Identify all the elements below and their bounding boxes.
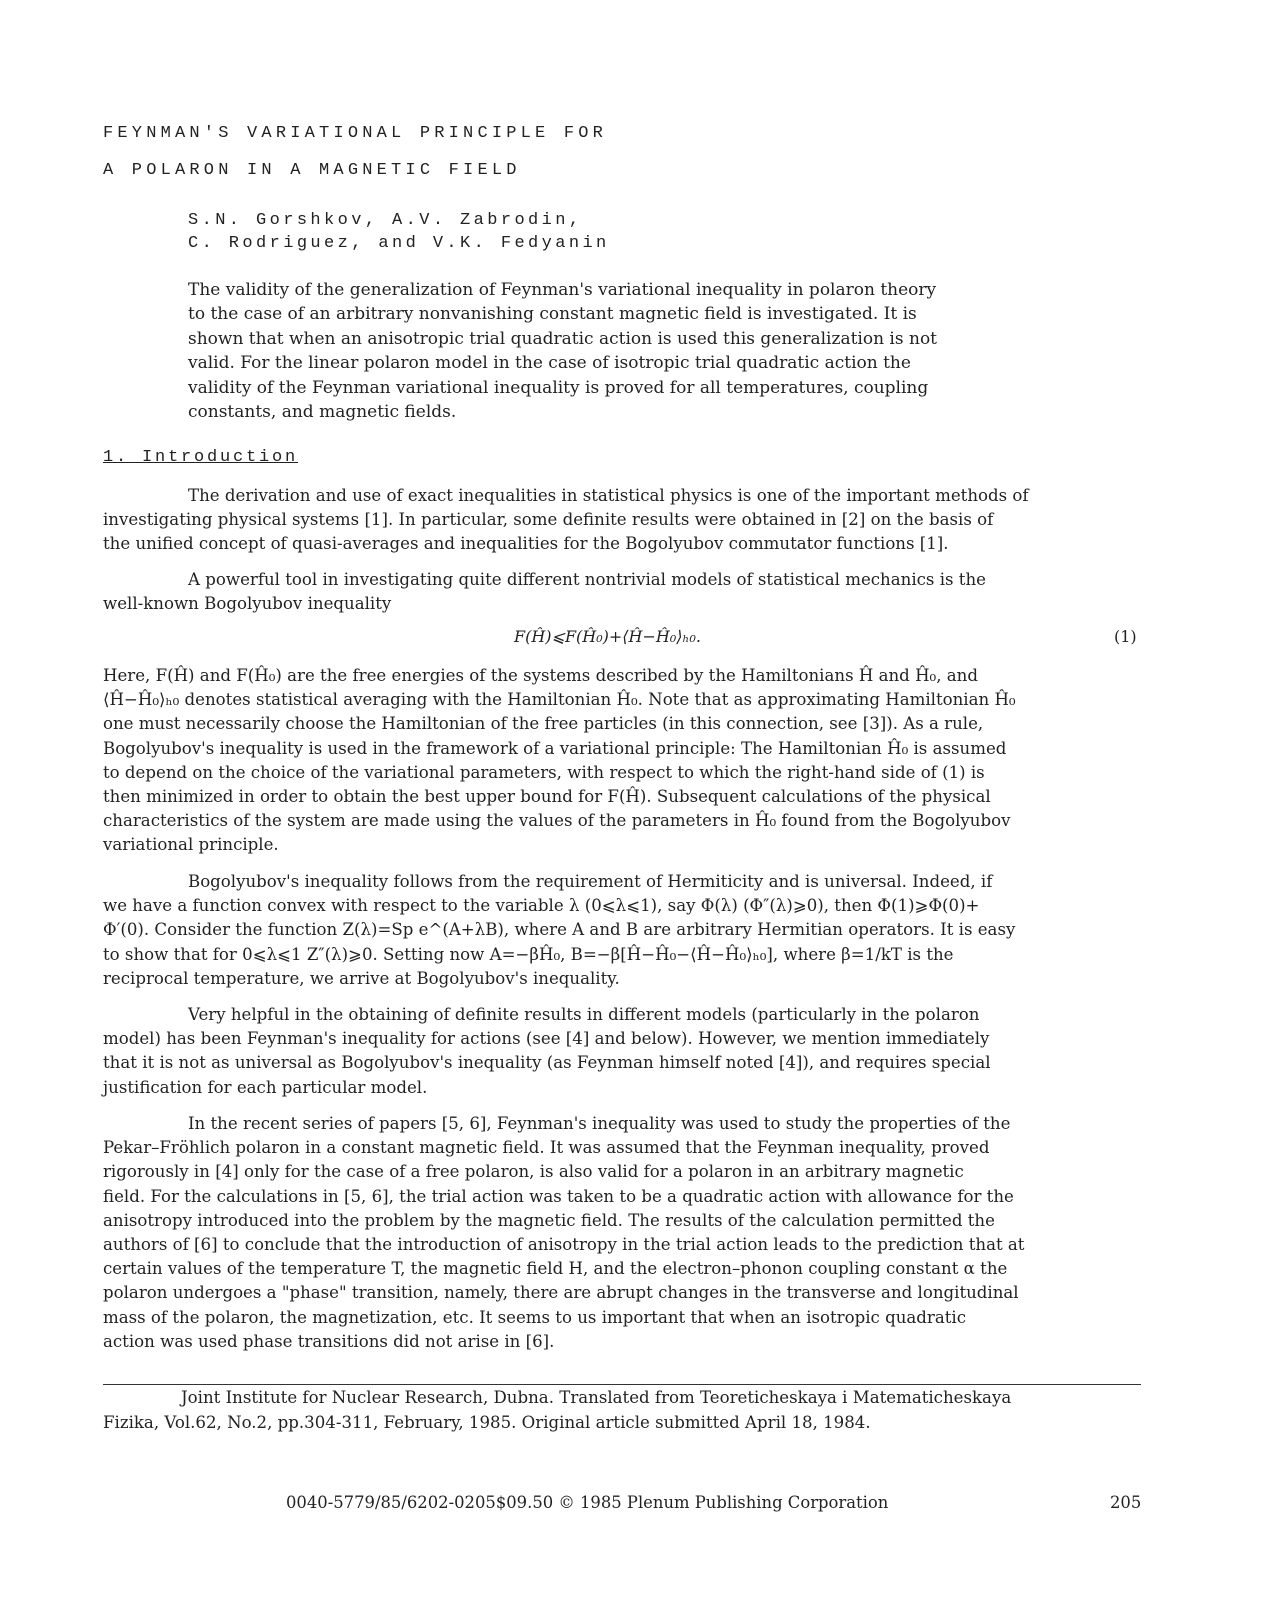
paragraph-line: investigating physical systems [1]. In particular, some definite results were obtained in [2] on the basis of (103, 510, 994, 530)
paragraph-2 (103, 568, 1125, 616)
paragraph-line: to depend on the choice of the variational parameters, with respect to which the right-hand side of (1) is (103, 762, 985, 782)
equation-1: F(Ĥ)⩽F(Ĥ₀)+⟨Ĥ−Ĥ₀⟩ₕ₀. (514, 627, 701, 646)
abstract-line: valid. For the linear polaron model in the case of isotropic trial quadratic action the (188, 353, 911, 374)
page-number: 205 (1110, 1493, 1142, 1512)
footnote-line: Fizika, Vol.62, No.2, pp.304-311, February, 1985. Original article submitted April 18, 1984. (103, 1412, 871, 1432)
paragraph-line: then minimized in order to obtain the best upper bound for F(Ĥ). Subsequent calculations of the physical (103, 787, 991, 807)
publisher-line: 0040-5779/85/6202-0205$09.50 © 1985 Plenum Publishing Corporation (286, 1493, 889, 1512)
paragraph-line: polaron undergoes a "phase" transition, namely, there are abrupt changes in the transverse and longitudinal (103, 1283, 1019, 1303)
paragraph-line: anisotropy introduced into the problem by the magnetic field. The results of the calculation permitted the (103, 1210, 995, 1230)
abstract (188, 278, 1018, 424)
paragraph-line: field. For the calculations in [5, 6], the trial action was taken to be a quadratic action with allowance for the (103, 1186, 1014, 1206)
paragraph-4 (103, 870, 1125, 991)
paragraph-line: A powerful tool in investigating quite different nontrivial models of statistical mechanics is the (188, 570, 986, 589)
paragraph-line: action was used phase transitions did not arise in [6]. (103, 1331, 555, 1351)
paragraph-3 (103, 664, 1125, 858)
abstract-line: constants, and magnetic fields. (188, 402, 457, 423)
paragraph-line: ⟨Ĥ−Ĥ₀⟩ₕ₀ denotes statistical averaging with the Hamiltonian Ĥ₀. Note that as approximating Hamiltonian Ĥ₀ (103, 690, 1016, 710)
abstract-line: The validity of the generalization of Feynman's variational inequality in polaron theory (188, 280, 937, 300)
paragraph-line: justification for each particular model. (103, 1077, 428, 1097)
paragraph-line: Bogolyubov's inequality is used in the framework of a variational principle: The Hamiltonian Ĥ₀ is assumed (103, 738, 1007, 758)
paragraph-line: to show that for 0⩽λ⩽1 Z″(λ)⩾0. Setting now A=−βĤ₀, B=−β[Ĥ−Ĥ₀−⟨Ĥ−Ĥ₀⟩ₕ₀], where β=1/kT is the (103, 944, 954, 964)
paragraph-line: reciprocal temperature, we arrive at Bogolyubov's inequality. (103, 968, 620, 988)
abstract-line: validity of the Feynman variational inequality is proved for all temperatures, coupling (188, 377, 929, 398)
paragraph-line: In the recent series of papers [5, 6], Feynman's inequality was used to study the properties of the (188, 1114, 1011, 1133)
authors-line-1: S.N. Gorshkov, A.V. Zabrodin, (188, 211, 583, 230)
paragraph-line: Φ′(0). Consider the function Z(λ)=Sp e^(A+λB), where A and B are arbitrary Hermitian operators. It is easy (103, 920, 1016, 940)
paragraph-1 (103, 484, 1125, 557)
paragraph-line: Very helpful in the obtaining of definite results in different models (particularly in the polaron (188, 1005, 980, 1024)
footnote-rule (103, 1384, 1141, 1385)
paragraph-line: Here, F(Ĥ) and F(Ĥ₀) are the free energies of the systems described by the Hamiltonians Ĥ and Ĥ₀, and (103, 666, 978, 685)
paragraph-line: well-known Bogolyubov inequality (103, 594, 392, 614)
paragraph-line: certain values of the temperature T, the magnetic field H, and the electron–phonon coupling constant α the (103, 1259, 1008, 1279)
paragraph-line: one must necessarily choose the Hamiltonian of the free particles (in this connection, see [3]). As a rule, (103, 714, 984, 734)
paragraph-line: we have a function convex with respect to the variable λ (0⩽λ⩽1), say Φ(λ) (Φ″(λ)⩾0), then Φ(1)⩾Φ(0)+ (103, 896, 980, 916)
paragraph-5 (103, 1003, 1125, 1100)
paragraph-line: that it is not as universal as Bogolyubov's inequality (as Feynman himself noted [4]), and requires special (103, 1053, 991, 1073)
paragraph-line: Pekar–Fröhlich polaron in a constant magnetic field. It was assumed that the Feynman inequality, proved (103, 1138, 990, 1158)
paragraph-line: authors of [6] to conclude that the introduction of anisotropy in the trial action leads to the prediction that at (103, 1235, 1025, 1255)
paragraph-line: variational principle. (103, 835, 279, 855)
authors-line-2: C. Rodriguez, and V.K. Fedyanin (188, 234, 610, 253)
abstract-line: shown that when an anisotropic trial quadratic action is used this generalization is not (188, 328, 938, 349)
footnote (103, 1386, 1133, 1435)
abstract-line: to the case of an arbitrary nonvanishing constant magnetic field is investigated. It is (188, 304, 917, 325)
paper-title-line-1: FEYNMAN'S VARIATIONAL PRINCIPLE FOR (103, 124, 608, 143)
section-heading-introduction: 1. Introduction (103, 448, 299, 467)
paragraph-6 (103, 1112, 1125, 1354)
paragraph-line: characteristics of the system are made using the values of the parameters in Ĥ₀ found from the Bogolyubov (103, 811, 1011, 831)
equation-number: (1) (1114, 627, 1137, 646)
paragraph-line: model) has been Feynman's inequality for actions (see [4] and below). However, we mention immediately (103, 1029, 990, 1049)
paragraph-line: The derivation and use of exact inequalities in statistical physics is one of the important methods of (188, 486, 1029, 505)
paragraph-line: Bogolyubov's inequality follows from the requirement of Hermiticity and is universal. Indeed, if (188, 872, 993, 891)
paper-title-line-2: A POLARON IN A MAGNETIC FIELD (103, 161, 521, 180)
paragraph-line: rigorously in [4] only for the case of a free polaron, is also valid for a polaron in an arbitrary magnetic (103, 1162, 964, 1182)
footnote-line: Joint Institute for Nuclear Research, Dubna. Translated from Teoreticheskaya i Matematicheskaya (181, 1388, 1012, 1407)
paragraph-line: mass of the polaron, the magnetization, etc. It seems to us important that when an isotropic quadratic (103, 1307, 967, 1327)
paragraph-line: the unified concept of quasi-averages and inequalities for the Bogolyubov commutator functions [1]. (103, 534, 949, 554)
